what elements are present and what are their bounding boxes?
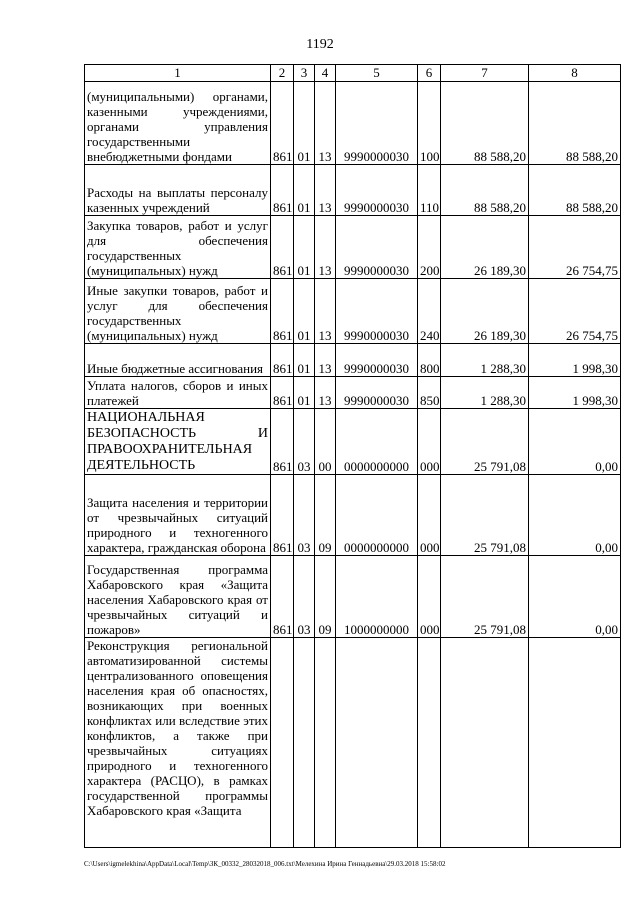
row-amount-7: 26 189,30 [441,216,529,279]
row-code-2: 861 [271,475,294,556]
row-name: Реконструкция региональной автоматизированной системы централизованного оповещения населения края об опасностях, возникающих при военных конфликтах или вследствие этих конфликтов, а также при чрезвычайных ситуациях природного и техногенного характера (РАСЦО), в рамках государственной программы Хабаровского края «Защита [85,638,271,848]
row-code-6: 800 [418,344,441,377]
row-code-4: 13 [315,82,336,165]
row-code-3: 01 [294,82,315,165]
row-code-5: 9990000030 [336,82,418,165]
row-amount-7: 25 791,08 [441,409,529,475]
row-amount-7: 1 288,30 [441,344,529,377]
row-code-4: 00 [315,409,336,475]
row-name: Закупка товаров, работ и услуг для обеспечения государственных (муниципальных) нужд [85,216,271,279]
header-cell: 6 [418,65,441,82]
row-name: Иные бюджетные ассигнования [85,344,271,377]
table-row [85,475,621,556]
row-code-3: 03 [294,556,315,638]
row-code-5: 0000000000 [336,475,418,556]
row-code-5: 1000000000 [336,556,418,638]
row-code-6: 000 [418,409,441,475]
row-code-5: 9990000030 [336,279,418,344]
header-cell: 1 [85,65,271,82]
row-code-2: 861 [271,409,294,475]
row-amount-7: 88 588,20 [441,82,529,165]
row-amount-8: 26 754,75 [529,216,621,279]
header-cell: 2 [271,65,294,82]
page-number: 1192 [306,37,334,52]
row-code-2: 861 [271,82,294,165]
row-code-2: 861 [271,165,294,216]
row-code-3: 03 [294,475,315,556]
row-code-3: 01 [294,377,315,409]
row-code-2: 861 [271,279,294,344]
row-code-5: 9990000030 [336,344,418,377]
row-amount-8: 26 754,75 [529,279,621,344]
table-row [85,279,621,344]
row-name: Государственная программа Хабаровского края «Защита населения Хабаровского края от чрезвычайных ситуаций и пожаров» [85,556,271,638]
row-amount-7: 25 791,08 [441,556,529,638]
row-code-4: 13 [315,165,336,216]
header-cell: 3 [294,65,315,82]
row-amount-7: 1 288,30 [441,377,529,409]
row-code-2: 861 [271,344,294,377]
header-cell: 8 [529,65,621,82]
row-amount-7: 25 791,08 [441,475,529,556]
row-name: НАЦИОНАЛЬНАЯ БЕЗОПАСНОСТЬ И ПРАВООХРАНИТЕЛЬНАЯ ДЕЯТЕЛЬНОСТЬ [85,409,271,475]
row-code-4: 13 [315,279,336,344]
row-code-5: 0000000000 [336,409,418,475]
row-amount-8: 88 588,20 [529,82,621,165]
header-cell: 5 [336,65,418,82]
row-code-2 [271,638,294,848]
row-amount-8 [529,638,621,848]
header-cell: 4 [315,65,336,82]
row-name: (муниципальными) органами, казенными учреждениями, органами управления государственными внебюджетными фондами [85,82,271,165]
row-code-4 [315,638,336,848]
table-row [85,556,621,638]
row-code-6: 000 [418,556,441,638]
row-code-4: 13 [315,344,336,377]
row-amount-8: 88 588,20 [529,165,621,216]
row-code-6: 110 [418,165,441,216]
row-code-6 [418,638,441,848]
file-path-footer: C:\Users\igmelekhina\AppData\Local\Temp\ЗК_00332_28032018_006.txt\Мелехина Ирина Геннадьевна\29.03.2018 15:58:02 [84,860,446,868]
row-name: Расходы на выплаты персоналу казенных учреждений [85,165,271,216]
row-code-2: 861 [271,216,294,279]
row-code-6: 100 [418,82,441,165]
row-amount-7: 88 588,20 [441,165,529,216]
row-amount-7: 26 189,30 [441,279,529,344]
row-name: Иные закупки товаров, работ и услуг для обеспечения государственных (муниципальных) нужд [85,279,271,344]
row-code-4: 09 [315,556,336,638]
row-code-3: 01 [294,216,315,279]
row-code-3: 01 [294,279,315,344]
table-row [85,409,621,475]
row-code-3: 03 [294,409,315,475]
row-code-3 [294,638,315,848]
budget-table [84,64,621,848]
row-name: Защита населения и территории от чрезвычайных ситуаций природного и техногенного характера, гражданская оборона [85,475,271,556]
row-code-2: 861 [271,377,294,409]
row-amount-8: 0,00 [529,556,621,638]
row-amount-8: 1 998,30 [529,377,621,409]
row-code-5: 9990000030 [336,216,418,279]
table-row [85,344,621,377]
row-code-2: 861 [271,556,294,638]
row-amount-8: 0,00 [529,475,621,556]
row-code-4: 09 [315,475,336,556]
table-row [85,638,621,848]
table-header-row [85,65,621,82]
row-code-5: 9990000030 [336,165,418,216]
row-code-3: 01 [294,165,315,216]
row-amount-8: 0,00 [529,409,621,475]
row-code-6: 200 [418,216,441,279]
row-code-4: 13 [315,216,336,279]
header-cell: 7 [441,65,529,82]
row-code-6: 850 [418,377,441,409]
table-row [85,377,621,409]
row-code-5: 9990000030 [336,377,418,409]
row-code-3: 01 [294,344,315,377]
row-name: Уплата налогов, сборов и иных платежей [85,377,271,409]
table-row [85,216,621,279]
row-amount-7 [441,638,529,848]
table-row [85,82,621,165]
row-code-4: 13 [315,377,336,409]
row-code-6: 240 [418,279,441,344]
row-code-5 [336,638,418,848]
row-amount-8: 1 998,30 [529,344,621,377]
table-row [85,165,621,216]
row-code-6: 000 [418,475,441,556]
